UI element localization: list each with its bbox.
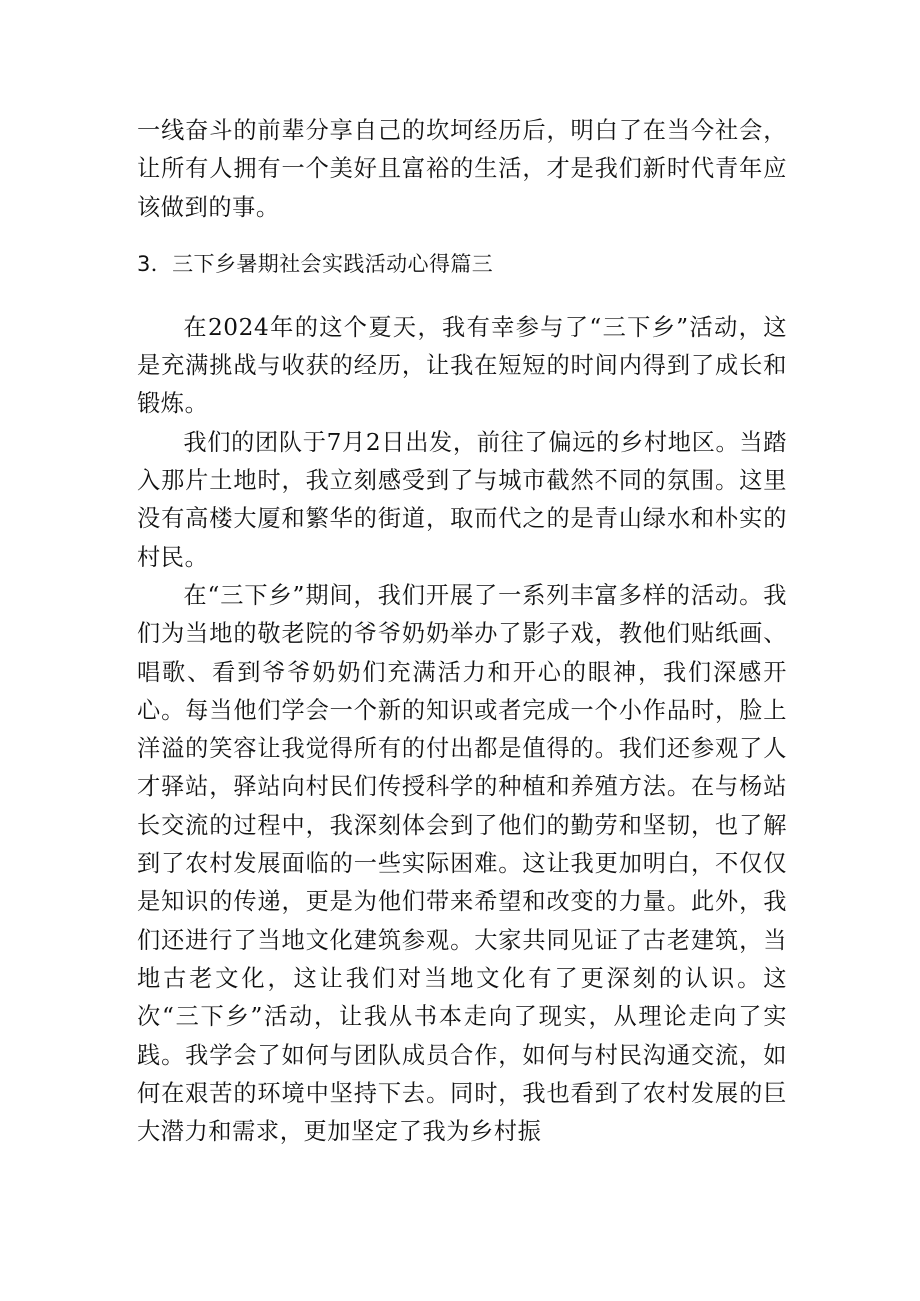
continued-paragraph: 一线奋斗的前辈分享自己的坎坷经历后，明白了在当今社会，让所有人拥有一个美好且富裕的生活，才是我们新时代青年应该做到的事。 — [137, 117, 787, 221]
document-body — [137, 112, 787, 1151]
paragraph-departure: 我们的团队于7月2日出发，前往了偏远的乡村地区。当踏入那片土地时，我立刻感受到了与城市截然不同的氛围。这里没有高楼大厦和繁华的街道，取而代之的是青山绿水和朴实的村民。 — [137, 428, 787, 571]
paragraph-activities: 在“三下乡”期间，我们开展了一系列丰富多样的活动。我们为当地的敬老院的爷爷奶奶举办了影子戏，教他们贴纸画、唱歌、看到爷爷奶奶们充满活力和开心的眼神，我们深感开心。每当他们学会一个新的知识或者完成一个小作品时，脸上洋溢的笑容让我觉得所有的付出都是值得的。我们还参观了人才驿站，驿站向村民们传授科学的种植和养殖方法。在与杨站长交流的过程中，我深刻体会到了他们的勤劳和坚韧，也了解到了农村发展面临的一些实际困难。这让我更加明白，不仅仅是知识的传递，更是为他们带来希望和改变的力量。此外，我们还进行了当地文化建筑参观。大家共同见证了古老建筑，当地古老文化，这让我们对当地文化有了更深刻的认识。这次“三下乡”活动，让我从书本走向了现实，从理论走向了实践。我学会了如何与团队成员合作，如何与村民沟通交流，如何在艰苦的环境中坚持下去。同时，我也看到了农村发展的巨大潜力和需求，更加坚定了我为乡村振 — [137, 581, 787, 1146]
section-heading: 3．三下乡暑期社会实践活动心得篇三 — [137, 251, 494, 276]
paragraph-intro: 在2024年的这个夏天，我有幸参与了“三下乡”活动，这是充满挑战与收获的经历，让我在短短的时间内得到了成长和锻炼。 — [137, 313, 787, 418]
